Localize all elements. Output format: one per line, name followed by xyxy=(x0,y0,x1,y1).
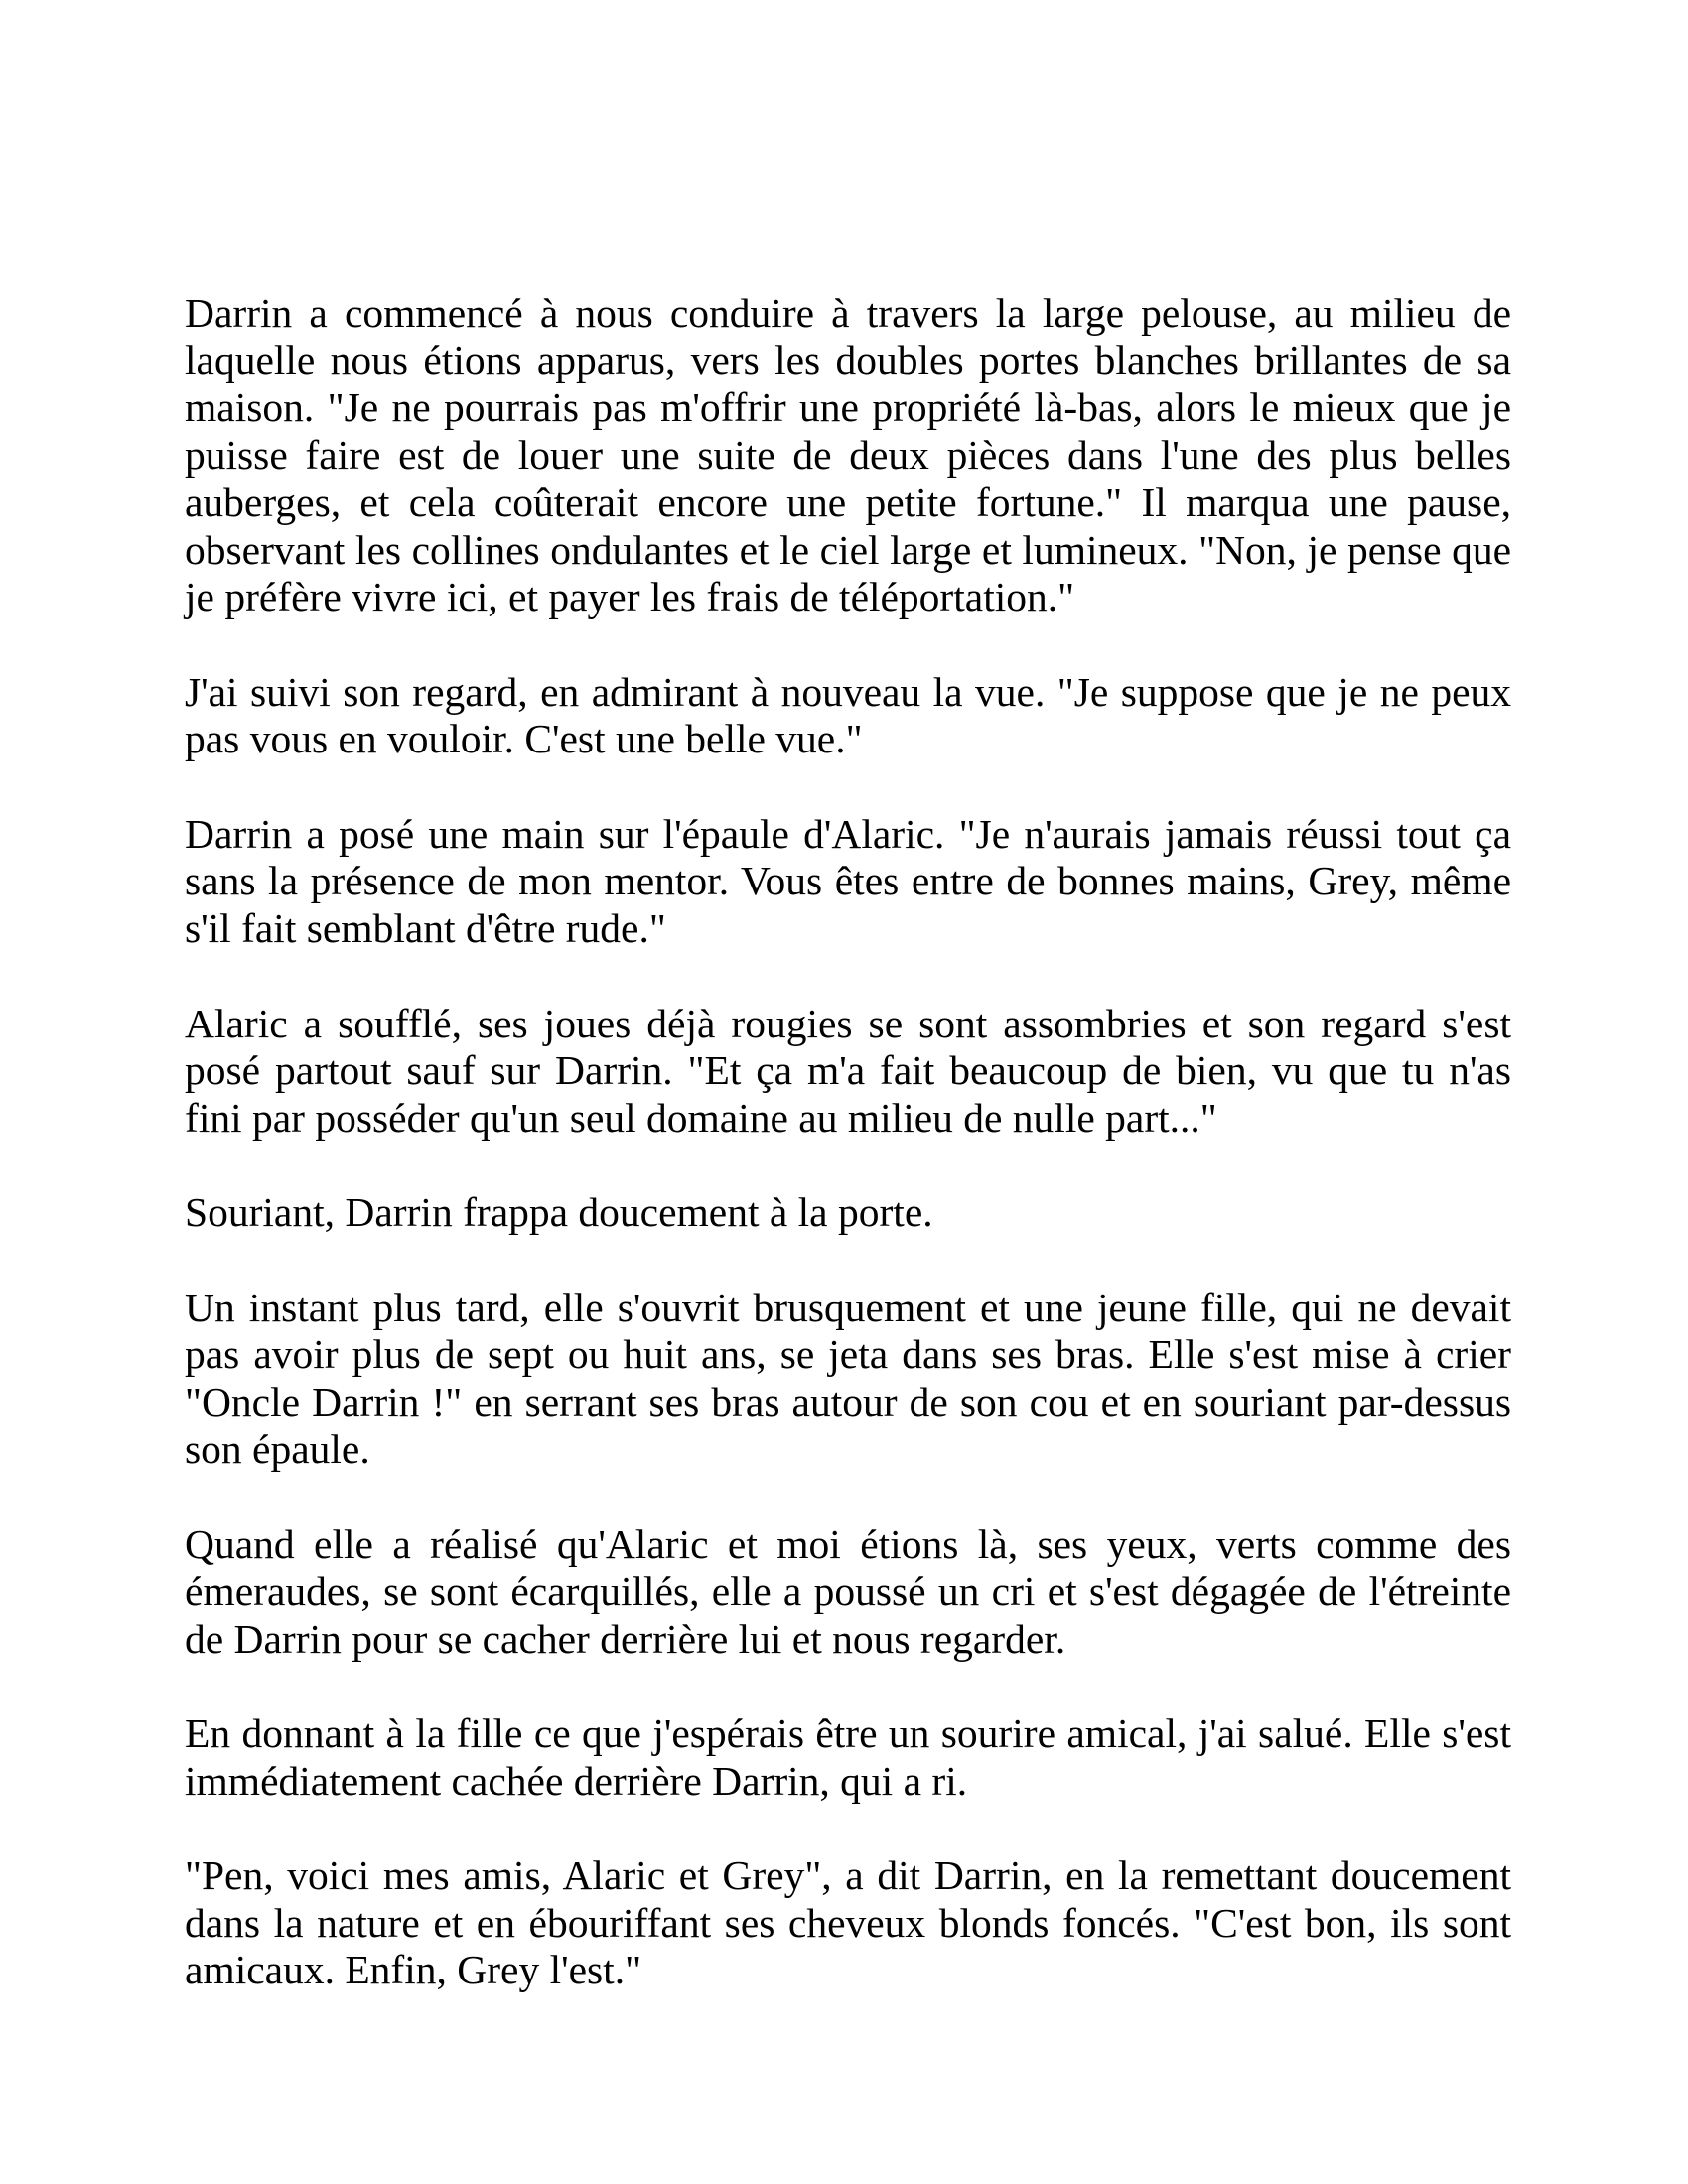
paragraph-4: Alaric a soufflé, ses joues déjà rougies se sont assombries et son regard s'est posé partout sauf sur Darrin. "Et ça m'a fait beaucoup de bien, vu que tu n'as fini par posséder qu'un seul domaine au milieu de nulle part..." xyxy=(185,1000,1511,1141)
paragraph-9: "Pen, voici mes amis, Alaric et Grey", a dit Darrin, en la remettant doucement dans la nature et en ébouriffant ses cheveux blonds foncés. "C'est bon, ils sont amicaux. Enfin, Grey l'est." xyxy=(185,1852,1511,1993)
paragraph-1: Darrin a commencé à nous conduire à travers la large pelouse, au milieu de laquelle nous étions apparus, vers les doubles portes blanches brillantes de sa maison. "Je ne pourrais pas m'offrir une propriété là-bas, alors le mieux que je puisse faire est de louer une suite de deux pièces dans l'une des plus belles auberges, et cela coûterait encore une petite fortune." Il marqua une pause, observant les collines ondulantes et le ciel large et lumineux. "Non, je pense que je préfère vivre ici, et payer les frais de téléportation." xyxy=(185,290,1511,620)
paragraph-3: Darrin a posé une main sur l'épaule d'Alaric. "Je n'aurais jamais réussi tout ça sans la présence de mon mentor. Vous êtes entre de bonnes mains, Grey, même s'il fait semblant d'être rude." xyxy=(185,810,1511,952)
paragraph-6: Un instant plus tard, elle s'ouvrit brusquement et une jeune fille, qui ne devait pas avoir plus de sept ou huit ans, se jeta dans ses bras. Elle s'est mise à crier "Oncle Darrin !" en serrant ses bras autour de son cou et en souriant par-dessus son épaule. xyxy=(185,1284,1511,1472)
paragraph-5: Souriant, Darrin frappa doucement à la porte. xyxy=(185,1189,933,1236)
paragraph-2: J'ai suivi son regard, en admirant à nouveau la vue. "Je suppose que je ne peux pas vous en vouloir. C'est une belle vue." xyxy=(185,668,1511,762)
paragraph-7: Quand elle a réalisé qu'Alaric et moi étions là, ses yeux, verts comme des émeraudes, se sont écarquillés, elle a poussé un cri et s'est dégagée de l'étreinte de Darrin pour se cacher derrière lui et nous regarder. xyxy=(185,1521,1511,1662)
paragraph-8: En donnant à la fille ce que j'espérais être un sourire amical, j'ai salué. Elle s'est immédiatement cachée derrière Darrin, qui a ri. xyxy=(185,1709,1511,1804)
text-block xyxy=(185,290,1511,1994)
